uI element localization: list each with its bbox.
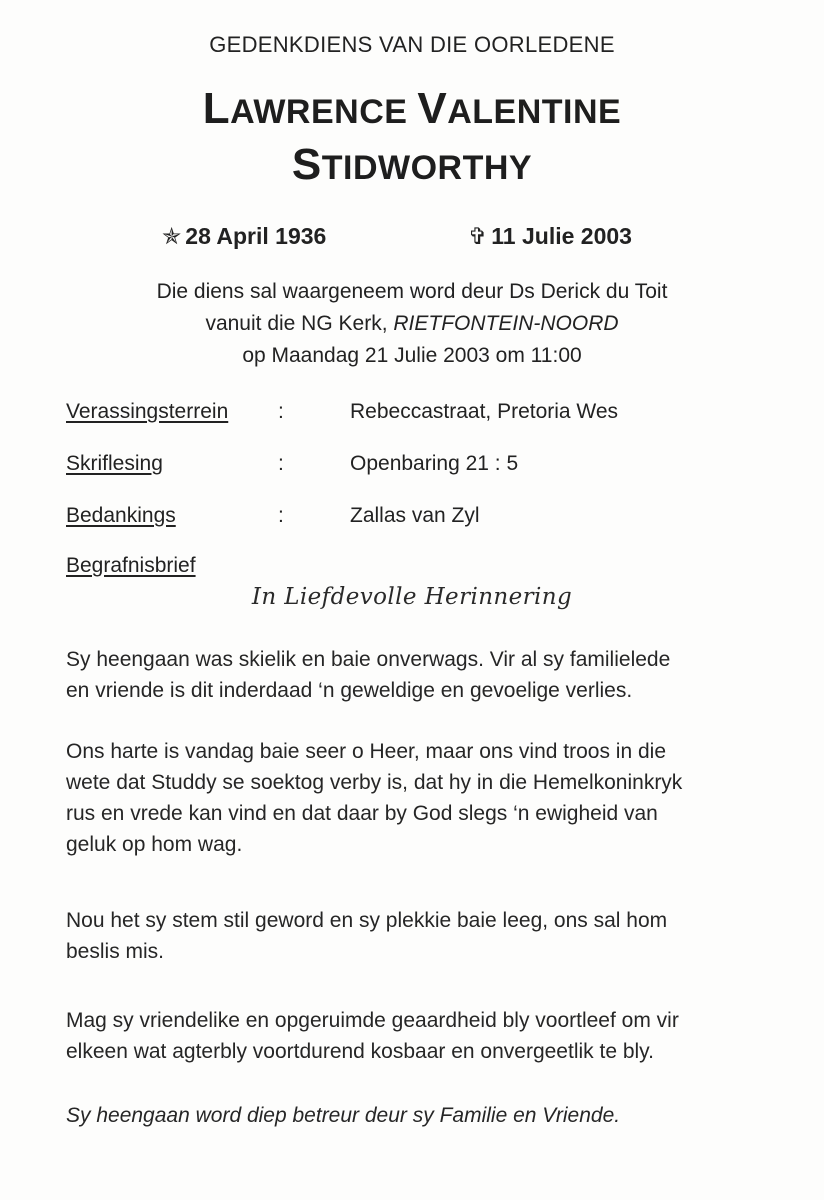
- paragraph-line: geluk op hom wag.: [66, 833, 243, 856]
- paragraph-line: Sy heengaan was skielik en baie onverwags. Vir al sy familielede: [66, 648, 671, 671]
- detail-colon: :: [278, 452, 284, 475]
- paragraph-line: rus en vrede kan vind en dat daar by God slegs ‘n ewigheid van: [66, 802, 658, 825]
- detail-row: [66, 400, 766, 430]
- service-datetime: op Maandag 21 Julie 2003 om 11:00: [242, 344, 582, 367]
- closing-line: [66, 1100, 766, 1131]
- service-church: [0, 308, 824, 340]
- detail-row: [66, 452, 766, 482]
- paragraph-1: [66, 644, 766, 706]
- detail-value: Zallas van Zyl: [350, 504, 480, 527]
- service-church-place: RIETFONTEIN-NOORD: [393, 312, 619, 335]
- death-date-text: 11 Julie 2003: [491, 223, 632, 249]
- service-church-prefix: vanuit die NG Kerk,: [205, 312, 394, 335]
- paragraph-line: Nou het sy stem stil geword en sy plekkie baie leeg, ons sal hom: [66, 909, 668, 932]
- name-initial-middle: V: [417, 84, 448, 133]
- detail-label: Verassingsterrein: [66, 400, 229, 423]
- detail-row: [66, 504, 766, 534]
- deceased-name-line-1: [0, 84, 824, 134]
- death-date: [468, 223, 632, 250]
- detail-label: Bedankings: [66, 504, 176, 527]
- detail-value: Rebeccastraat, Pretoria Wes: [350, 400, 619, 423]
- star-icon: ✯: [162, 223, 182, 249]
- surname-rest: TIDWORTHY: [321, 149, 533, 187]
- name-rest-first: AWRENCE: [230, 93, 418, 131]
- paragraph-line: en vriende is dit inderdaad ‘n geweldige en gevoelige verlies.: [66, 679, 633, 702]
- detail-colon: :: [278, 504, 284, 527]
- detail-row: [66, 554, 766, 584]
- detail-label: Begrafnisbrief: [66, 554, 196, 577]
- name-rest-middle: ALENTINE: [447, 93, 622, 131]
- deceased-name-line-2: [0, 140, 824, 190]
- memorial-heading: In Liefdevolle Herinnering: [251, 584, 573, 610]
- paragraph-4: [66, 1005, 766, 1067]
- paragraph-line: wete dat Studdy se soektog verby is, dat hy in die Hemelkoninkryk: [66, 771, 683, 794]
- paragraph-line: beslis mis.: [66, 940, 165, 963]
- name-initial-first: L: [202, 84, 231, 133]
- birth-date: [162, 223, 326, 250]
- paragraph-line: Sy heengaan word diep betreur deur sy Familie en Vriende.: [66, 1104, 621, 1127]
- paragraph-line: Mag sy vriendelike en opgeruimde geaardheid bly voortleef om vir: [66, 1009, 679, 1032]
- detail-value: Openbaring 21 : 5: [350, 452, 519, 475]
- detail-label: Skriflesing: [66, 452, 163, 475]
- detail-colon: :: [278, 400, 284, 423]
- paragraph-line: elkeen wat agterbly voortdurend kosbaar en onvergeetlik te bly.: [66, 1040, 654, 1063]
- paragraph-line: Ons harte is vandag baie seer o Heer, maar ons vind troos in die: [66, 740, 666, 763]
- surname-initial: S: [291, 140, 322, 189]
- paragraph-3: [66, 905, 766, 967]
- paragraph-2: [66, 736, 766, 860]
- birth-date-text: 28 April 1936: [185, 223, 327, 249]
- cross-icon: ✞: [468, 223, 488, 249]
- document-header: GEDENKDIENS VAN DIE OORLEDENE: [209, 32, 615, 57]
- service-officiant: Die diens sal waargeneem word deur Ds Derick du Toit: [156, 280, 668, 303]
